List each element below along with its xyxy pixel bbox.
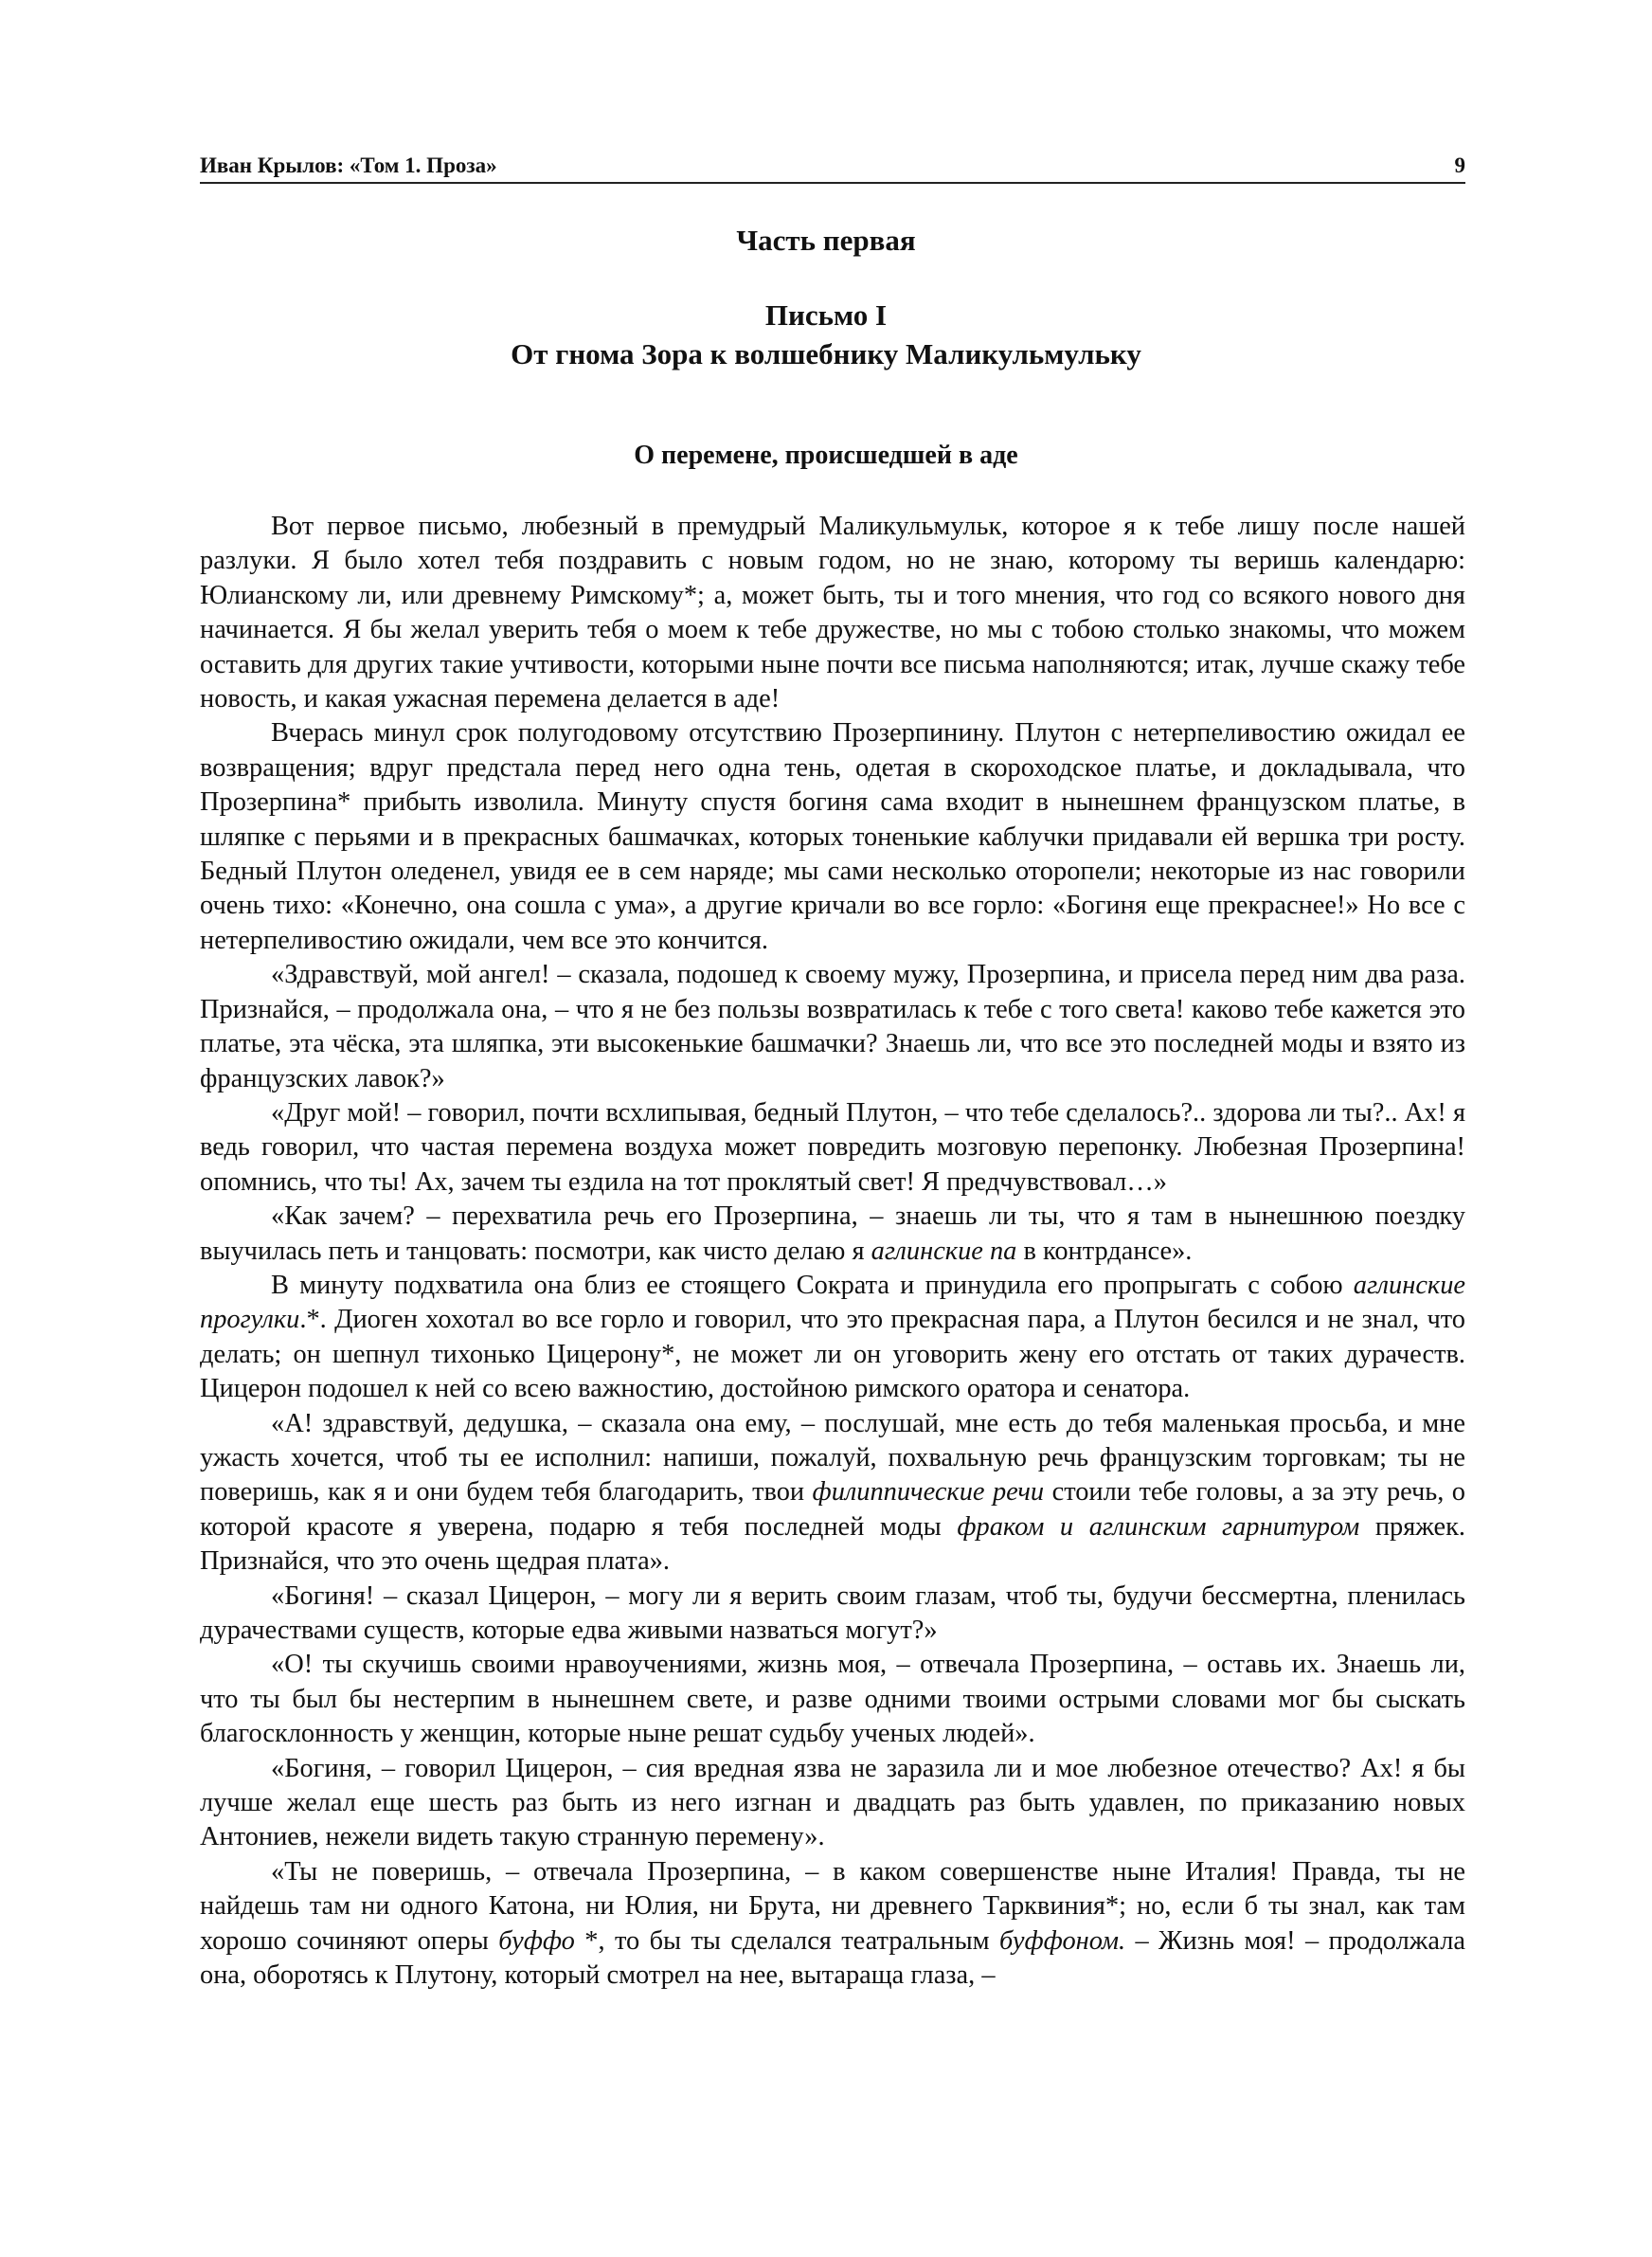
- paragraph: [200, 1269, 1465, 1407]
- text-run: «Ты не поверишь, – отвечала Прозерпина, – в каком совершенстве ныне Италия! Правда, ты не найдешь там ни одного Катона, ни Юлия, ни Брута, ни древнего Тарквиния*; но, если б ты знал, как там хорошо сочиняют оперы: [200, 1856, 1465, 1956]
- italic-term: филиппические речи: [812, 1477, 1045, 1508]
- text-run: «Богиня! – сказал Цицерон, – могу ли я верить своим глазам, чтоб ты, будучи бессмертна, пленилась дурачествами существ, которые едва живыми назваться могут?»: [200, 1580, 1465, 1645]
- letter-number: Письмо I: [764, 298, 888, 332]
- text-run: пряжек. Признайся, что это очень щедрая плата».: [200, 1511, 1466, 1577]
- text-run: «Друг мой! – говорил, почти всхлипывая, бедный Плутон, – что тебе сделалось?.. здорова ли ты?.. Ах! я ведь говорил, что частая перемена воздуха может повредить мозговую перепонку. Любезная Прозерпина! опомнись, что ты! Ах, зачем ты ездила на тот проклятый свет! Я предчувствовал…»: [200, 1097, 1465, 1197]
- text-run: – Жизнь моя! – продолжала она, оборотясь к Плутону, который смотрел на нее, вытараща глаза, –: [200, 1925, 1465, 1991]
- paragraph: [200, 1096, 1465, 1200]
- letter-subtitle: От гнома Зора к волшебнику Маликульмульку: [511, 337, 1141, 370]
- part-title: Часть первая: [736, 224, 916, 257]
- paragraph: [200, 1407, 1465, 1580]
- paragraph: [200, 1200, 1465, 1269]
- italic-term: фраком и аглинским гарнитуром: [957, 1511, 1360, 1542]
- text-run: «Богиня, – говорил Цицерон, – сия вредная язва не заразила ли и мое любезное отечество? Ах! я бы лучше желал еще шесть раз быть из него изгнан и двадцать раз быть удавлен, по приказанию новых Антониев, нежели видеть такую странную перемену».: [200, 1753, 1465, 1852]
- text-run: .*. Диоген хохотал во все горло и говорил, что это прекрасная пара, а Плутон бесился и не знал, что делать; он шепнул тихонько Цицерону*, не может ли он уговорить жену его отстать от таких дурачеств. Цицерон подошел к ней со всею важностию, достойною римского оратора и сенатора.: [200, 1305, 1465, 1404]
- paragraph: [200, 1855, 1465, 1994]
- paragraph: [200, 1580, 1465, 1649]
- running-header: [200, 144, 1465, 184]
- italic-term: аглинские прогулки: [200, 1270, 1465, 1335]
- body-text: [200, 510, 1465, 1993]
- paragraph: [200, 1752, 1465, 1855]
- text-run: *, то бы ты сделался театральным: [574, 1925, 1000, 1956]
- italic-term: буффоном.: [999, 1925, 1126, 1956]
- paragraph: [200, 1648, 1465, 1751]
- paragraph: [200, 510, 1465, 716]
- italic-term: буффо: [498, 1925, 575, 1956]
- text-run: «Здравствуй, мой ангел! – сказала, подошед к своему мужу, Прозерпина, и присела перед ним два раза. Признайся, – продолжала она, – что я не без пользы возвратилась к тебе с того света! каково тебе кажется это платье, эта чёска, эта шляпка, эти высокенькие башмачки? Знаешь ли, что все это последней моды и взято из французских лавок?»: [200, 960, 1465, 1093]
- text-run: «О! ты скучишь своими нравоучениями, жизнь моя, – отвечала Прозерпина, – оставь их. Знаешь ли, что ты был бы нестерпим в нынешнем свете, и разве одними твоими острыми словами мог бы сыскать благосклонность у женщин, которые ныне решат судьбу ученых людей».: [200, 1650, 1465, 1749]
- italic-term: аглинские па: [871, 1236, 1017, 1266]
- page-number: 9: [1454, 153, 1465, 177]
- section-title: О перемене, происшедшей в аде: [634, 441, 1018, 470]
- running-title: Иван Крылов: «Том 1. Проза»: [200, 153, 497, 177]
- text-run: Вот первое письмо, любезный в премудрый Маликульмульк, которое я к тебе лишу после нашей разлуки. Я было хотел тебя поздравить с новым годом, но не знаю, которому ты веришь календарю: Юлианскому ли, или древнему Римскому*; а, может быть, ты и того мнения, что год со всякого нового дня начинается. Я бы желал уверить тебя о моем к тебе дружестве, но мы с тобою столько знакомы, что можем оставить для других такие учтивости, которыми ныне почти все письма наполняются; итак, лучше скажу тебе новость, и какая ужасная перемена делается в аде!: [200, 512, 1465, 714]
- text-run: «Как зачем? – перехватила речь его Прозерпина, – знаешь ли ты, что я там в нынешнюю поездку выучилась петь и танцовать: посмотри, как чисто делаю я: [200, 1201, 1465, 1266]
- paragraph: [200, 958, 1465, 1096]
- text-run: «А! здравствуй, дедушка, – сказала она ему, – послушай, мне есть до тебя маленькая просьба, и мне ужасть хочется, чтоб ты ее исполнил: напиши, пожалуй, похвальную речь французским торговкам; ты не поверишь, как я и они будем тебя благодарить, твои: [200, 1408, 1465, 1508]
- paragraph: [200, 716, 1465, 958]
- text-run: стоили тебе головы, а за эту речь, о которой красоте я уверена, подарю я тебя последней моды: [200, 1477, 1466, 1542]
- letter-title: [0, 296, 1652, 373]
- text-run: Вчерась минул срок полугодовому отсутствию Прозерпинину. Плутон с нетерпеливостию ожидал ее возвращения; вдруг предстала перед него одна тень, одетая в скороходское платье, и докладывала, что Прозерпина* прибыть изволила. Минуту спустя богиня сама входит в нынешнем французском платье, в шляпке с перьями и в прекрасных башмачках, которых тоненькие каблучки придавали ей вершка три росту. Бедный Плутон оледенел, увидя ее в сем наряде; мы сами несколько оторопели; некоторые из нас говорили очень тихо: «Конечно, она сошла с ума», а другие кричали во все горло: «Богиня еще прекраснее!» Но все с нетерпеливостию ожидали, чем все это кончится.: [200, 718, 1465, 955]
- text-run: В минуту подхватила она близ ее стоящего Сократа и принудила его пропрыгать с собою: [271, 1270, 1354, 1300]
- text-run: в контрдансе».: [1016, 1236, 1193, 1266]
